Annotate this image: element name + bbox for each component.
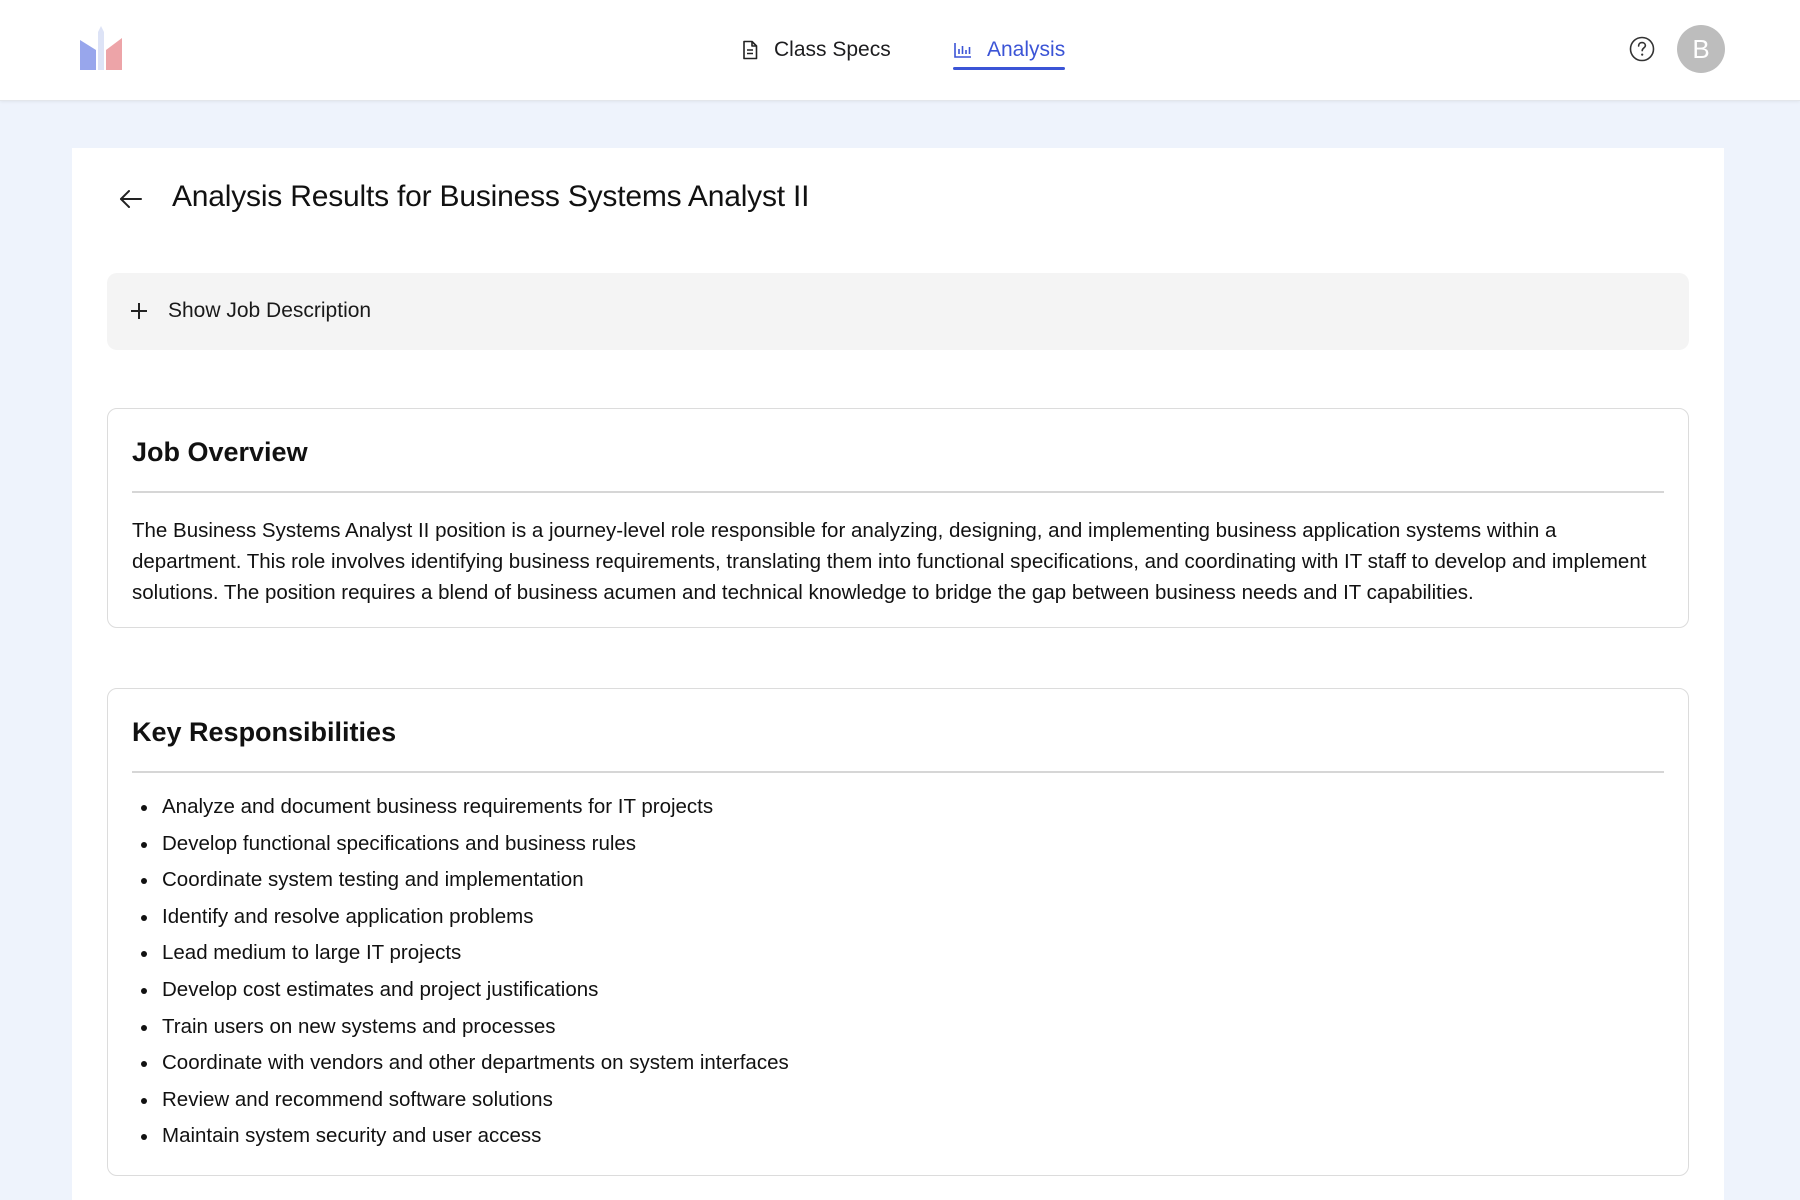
list-item: Maintain system security and user access: [138, 1118, 789, 1155]
list-item: Coordinate with vendors and other departments on system interfaces: [138, 1045, 789, 1082]
bar-chart-icon: [953, 40, 973, 60]
responsibilities-list: [138, 789, 789, 1155]
key-responsibilities-card: [107, 688, 1689, 1176]
back-arrow-icon[interactable]: [116, 184, 146, 214]
list-item: Train users on new systems and processes: [138, 1009, 789, 1046]
list-item: Develop functional specifications and business rules: [138, 826, 789, 863]
list-item: Develop cost estimates and project justifications: [138, 972, 789, 1009]
list-item: Coordinate system testing and implementation: [138, 862, 789, 899]
help-circle-icon[interactable]: [1629, 36, 1655, 62]
user-avatar[interactable]: B: [1677, 25, 1725, 73]
document-icon: [740, 40, 760, 60]
divider: [132, 491, 1664, 493]
nav-class-specs-label: Class Specs: [774, 38, 891, 61]
plus-icon: [129, 301, 149, 321]
key-responsibilities-title: Key Responsibilities: [132, 717, 397, 747]
main-panel: [72, 148, 1724, 1200]
nav-analysis-label: Analysis: [987, 38, 1066, 61]
list-item: Review and recommend software solutions: [138, 1082, 789, 1119]
list-item: Lead medium to large IT projects: [138, 935, 789, 972]
list-item: Analyze and document business requirements for IT projects: [138, 789, 789, 826]
nav-analysis[interactable]: [953, 32, 1065, 68]
list-item: Identify and resolve application problems: [138, 899, 789, 936]
page-title: Analysis Results for Business Systems Analyst II: [172, 180, 810, 213]
job-overview-card: [107, 408, 1689, 628]
top-navigation-bar: [0, 0, 1800, 101]
show-job-description-toggle[interactable]: [107, 273, 1689, 350]
job-overview-text: The Business Systems Analyst II position is a journey-level role responsible for analyzing, designing, and implementing business application systems within a department. This role involves identifying business requirements, translating them into functional specifications, and coordinating with IT staff to develop and implement solutions. The position requires a blend of business acumen and technical knowledge to bridge the gap between business needs and IT capabilities.: [132, 519, 1647, 604]
show-job-description-label: Show Job Description: [168, 299, 372, 322]
divider: [132, 771, 1664, 773]
main-nav: [0, 0, 1800, 101]
job-overview-title: Job Overview: [132, 437, 308, 467]
nav-class-specs[interactable]: [740, 32, 891, 68]
